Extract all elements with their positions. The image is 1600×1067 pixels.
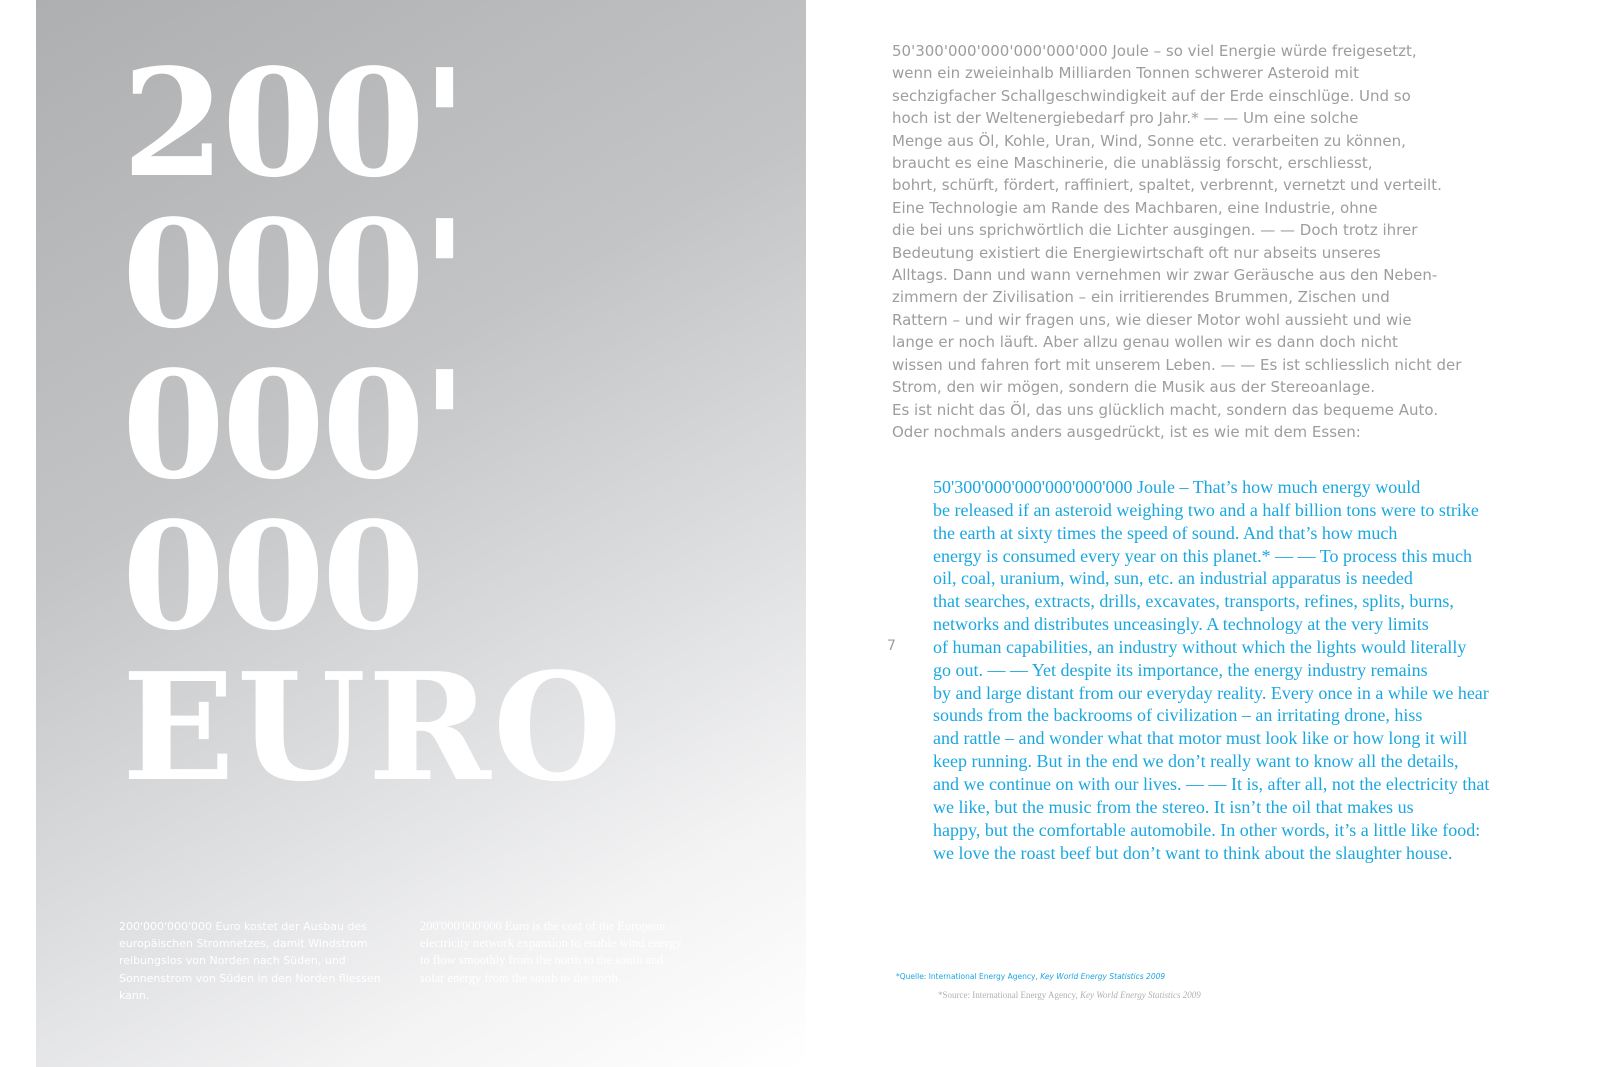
footnote-german-title: Key World Energy Statistics 2009 xyxy=(1040,972,1166,981)
big-figure-line: 000 xyxy=(122,489,422,663)
german-line: die bei uns sprichwörtlich die Lichter ausgingen. — — Doch trotz ihrer xyxy=(892,221,1418,240)
german-line: bohrt, schürft, fördert, raffiniert, spaltet, verbrennt, vernetzt und verteilt. xyxy=(892,176,1442,195)
german-line: Eine Technologie am Rande des Machbaren, eine Industrie, ohne xyxy=(892,198,1378,217)
german-line: Es ist nicht das Öl, das uns glücklich macht, sondern das bequeme Auto. xyxy=(892,400,1439,419)
english-line: networks and distributes unceasingly. A technology at the very limits xyxy=(933,614,1429,635)
big-figure-currency: EURO xyxy=(122,640,624,814)
english-line: that searches, extracts, drills, excavates, transports, refines, splits, burns, xyxy=(933,591,1454,612)
footnote-german-source: *Quelle: International Energy Agency, xyxy=(896,972,1041,981)
english-line: we like, but the music from the stereo. It isn’t the oil that makes us xyxy=(933,796,1414,817)
footnote-english-title: Key World Energy Statistics 2009 xyxy=(1079,990,1201,1000)
english-line: be released if an asteroid weighing two and a half billion tons were to strike xyxy=(933,499,1479,520)
german-line: lange er noch läuft. Aber allzu genau wollen wir es dann doch nicht xyxy=(892,333,1398,352)
left-page xyxy=(36,0,806,1067)
english-line: sounds from the backrooms of civilization – an irritating drone, hiss xyxy=(933,705,1423,726)
german-line: Bedeutung existiert die Energiewirtschaft oft nur abseits unseres xyxy=(892,243,1381,262)
german-body-text xyxy=(892,40,1532,443)
english-line: energy is consumed every year on this planet.* — — To process this much xyxy=(933,545,1472,566)
english-line: keep running. But in the end we don’t really want to know all the details, xyxy=(933,751,1459,772)
english-line: of human capabilities, an industry without which the lights would literally xyxy=(933,636,1467,657)
german-line: Strom, den wir mögen, sondern die Musik aus der Stereoanlage. xyxy=(892,378,1375,397)
english-line: the earth at sixty times the speed of sound. And that’s how much xyxy=(933,522,1398,543)
page-number: 7 xyxy=(887,638,896,654)
german-line: wissen und fahren fort mit unserem Leben. — — Es ist schliesslich nicht der xyxy=(892,355,1462,374)
big-figure-line: 200' xyxy=(122,36,465,210)
german-line: Rattern – und wir fragen uns, wie dieser Motor wohl aussieht und wie xyxy=(892,310,1412,329)
caption-english: 200'000'000'000 Euro is the cost of the European electricity network expansion to enable wind energy to flow smoothly from the north to the south and solar energy from the south to the north. xyxy=(420,919,682,985)
german-line: Alltags. Dann und wann vernehmen wir zwar Geräusche aus den Neben- xyxy=(892,266,1438,285)
big-figure-line: 000' xyxy=(122,338,465,512)
german-line: zimmern der Zivilisation – ein irritierendes Brummen, Zischen und xyxy=(892,288,1390,307)
german-line: Menge aus Öl, Kohle, Uran, Wind, Sonne etc. verarbeiten zu können, xyxy=(892,131,1406,150)
english-line: oil, coal, uranium, wind, sun, etc. an industrial apparatus is needed xyxy=(933,568,1413,589)
english-line: and rattle – and wonder what that motor must look like or how long it will xyxy=(933,728,1468,749)
german-line: Oder nochmals anders ausgedrückt, ist es wie mit dem Essen: xyxy=(892,422,1361,441)
german-line: braucht es eine Maschinerie, die unablässig forscht, erschliesst, xyxy=(892,154,1373,173)
big-figure-line: 000' xyxy=(122,187,465,361)
big-figure-headline xyxy=(122,36,624,814)
caption-german: 200'000'000'000 Euro kostet der Ausbau des europäischen Stromnetzes, damit Windstrom reibungslos von Norden nach Süden, und Sonnenstrom von Süden in den Norden fliessen kann. xyxy=(119,920,381,1002)
footnote-german xyxy=(896,972,1165,981)
english-line: go out. — — Yet despite its importance, the energy industry remains xyxy=(933,659,1428,680)
english-line: by and large distant from our everyday reality. Every once in a while we hear xyxy=(933,682,1489,703)
english-line: and we continue on with our lives. — — It is, after all, not the electricity that xyxy=(933,773,1490,794)
german-line: sechzigfacher Schallgeschwindigkeit auf der Erde einschlüge. Und so xyxy=(892,86,1411,105)
english-line: 50'300'000'000'000'000'000 Joule – That’s how much energy would xyxy=(933,477,1421,497)
english-line: happy, but the comfortable automobile. In other words, it’s a little like food: xyxy=(933,819,1481,840)
footnote-english xyxy=(938,990,1201,1000)
german-line: 50'300'000'000'000'000'000 Joule – so viel Energie würde freigesetzt, xyxy=(892,42,1417,60)
german-line: wenn ein zweieinhalb Milliarden Tonnen schwerer Asteroid mit xyxy=(892,64,1359,83)
footnote-english-source: *Source: International Energy Agency, xyxy=(938,990,1080,1000)
german-line: hoch ist der Weltenergiebedarf pro Jahr.* — — Um eine solche xyxy=(892,109,1359,128)
english-line: we love the roast beef but don’t want to think about the slaughter house. xyxy=(933,842,1453,863)
english-body-text xyxy=(933,476,1573,864)
